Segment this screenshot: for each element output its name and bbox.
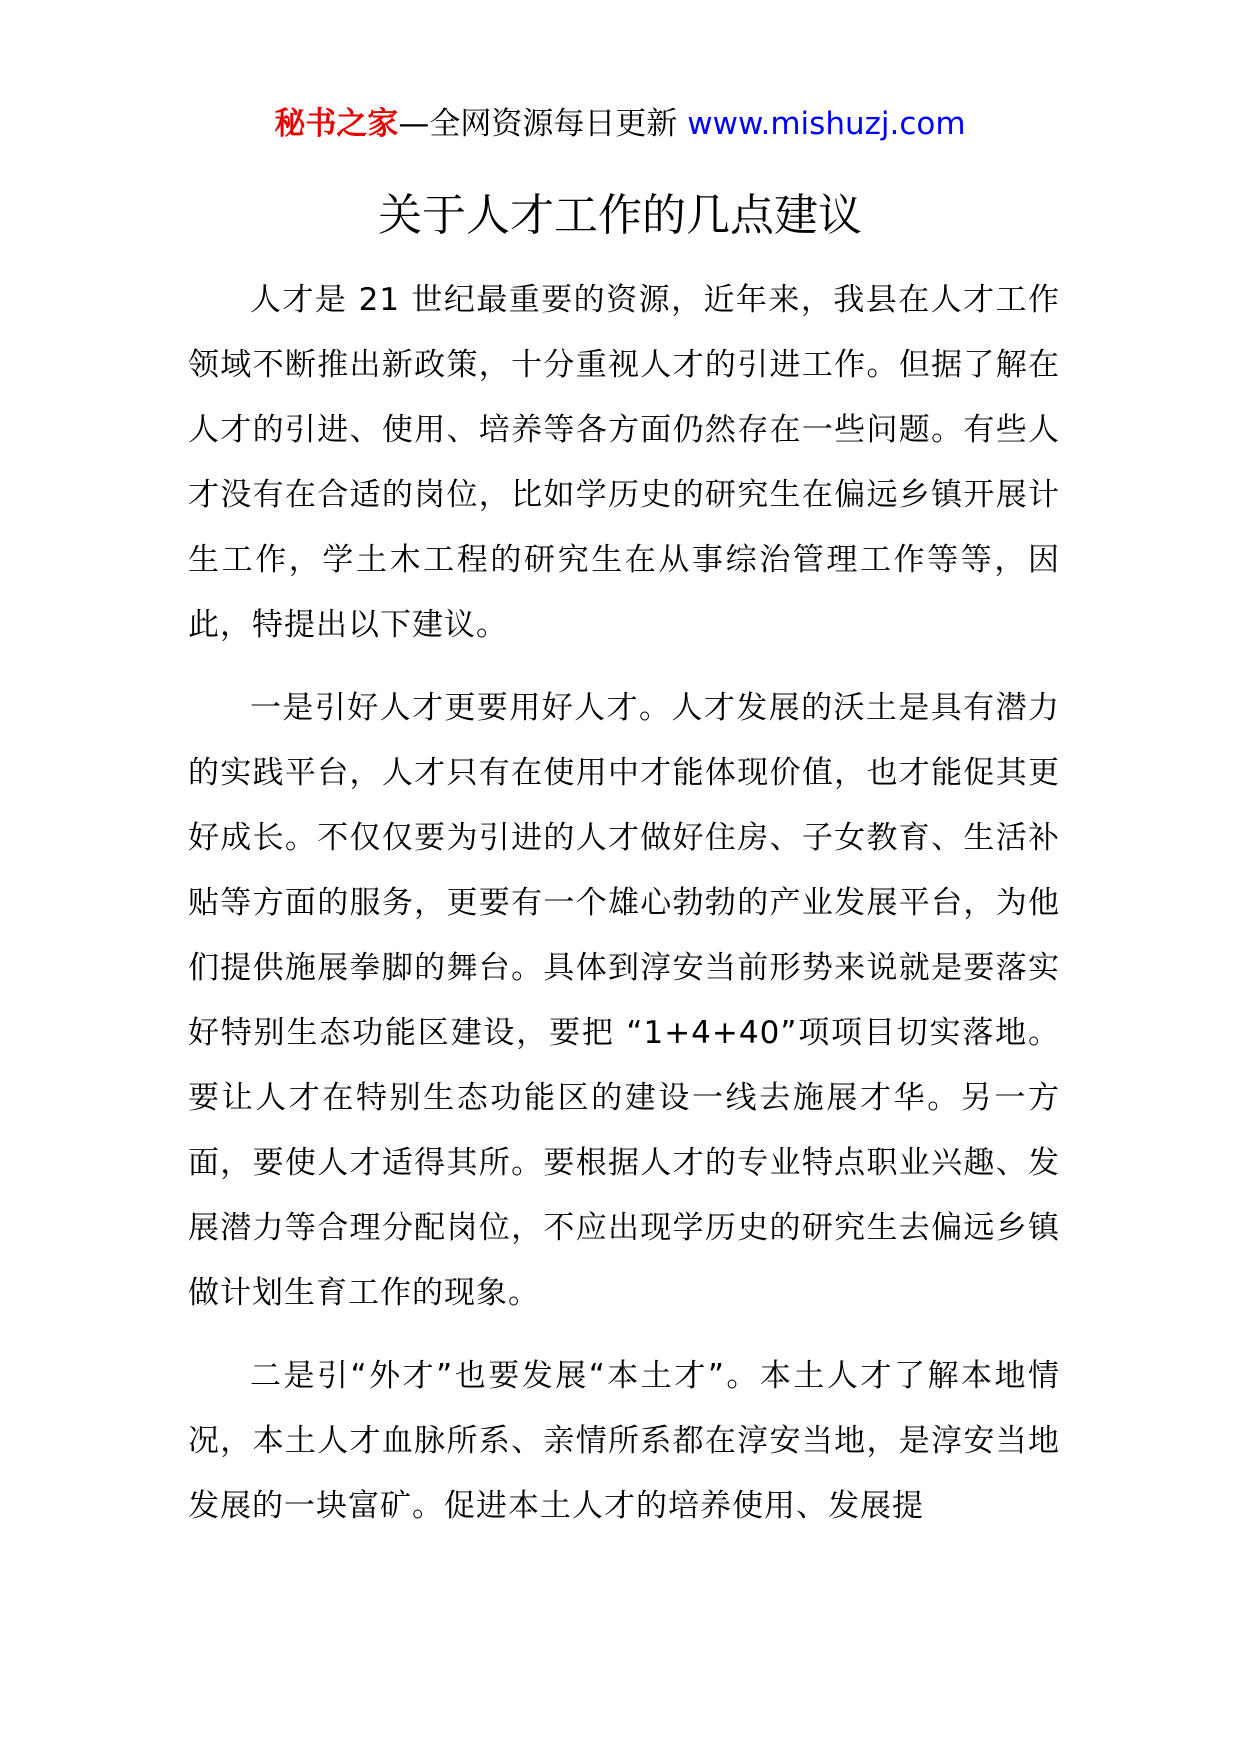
site-header: [0, 100, 1240, 148]
document-body: [188, 268, 1060, 1557]
paragraph-suggestion-two: 二是引“外才”也要发展“本土才”。本土人才了解本地情况，本土人才血脉所系、亲情所系都在淳安当地，是淳安当地发展的一块富矿。促进本土人才的培养使用、发展提: [188, 1358, 1060, 1524]
paragraph-intro: 人才是 21 世纪最重要的资源，近年来，我县在人才工作领域不断推出新政策，十分重视人才的引进工作。但据了解在人才的引进、使用、培养等各方面仍然存在一些问题。有些人才没有在合适的岗位，比如学历史的研究生在偏远乡镇开展计生工作，学土木工程的研究生在从事综治管理工作等等，因此，特提出以下建议。: [188, 282, 1060, 643]
header-tagline: —全网资源每日更新: [398, 106, 688, 142]
document-title: 关于人才工作的几点建议: [378, 190, 862, 241]
brand-name: 秘书之家: [274, 106, 399, 142]
site-url-link[interactable]: www.mishuzj.com: [687, 106, 966, 142]
paragraph-suggestion-one: 一是引好人才更要用好人才。人才发展的沃土是具有潜力的实践平台，人才只有在使用中才能体现价值，也才能促其更好成长。不仅仅要为引进的人才做好住房、子女教育、生活补贴等方面的服务，更要有一个雄心勃勃的产业发展平台，为他们提供施展拳脚的舞台。具体到淳安当前形势来说就是要落实好特别生态功能区建设，要把 “1+4+40”项项目切实落地。要让人才在特别生态功能区的建设一线去施展才华。另一方面，要使人才适得其所。要根据人才的专业特点职业兴趣、发展潜力等合理分配岗位，不应出现学历史的研究生去偏远乡镇做计划生育工作的现象。: [188, 690, 1060, 1311]
